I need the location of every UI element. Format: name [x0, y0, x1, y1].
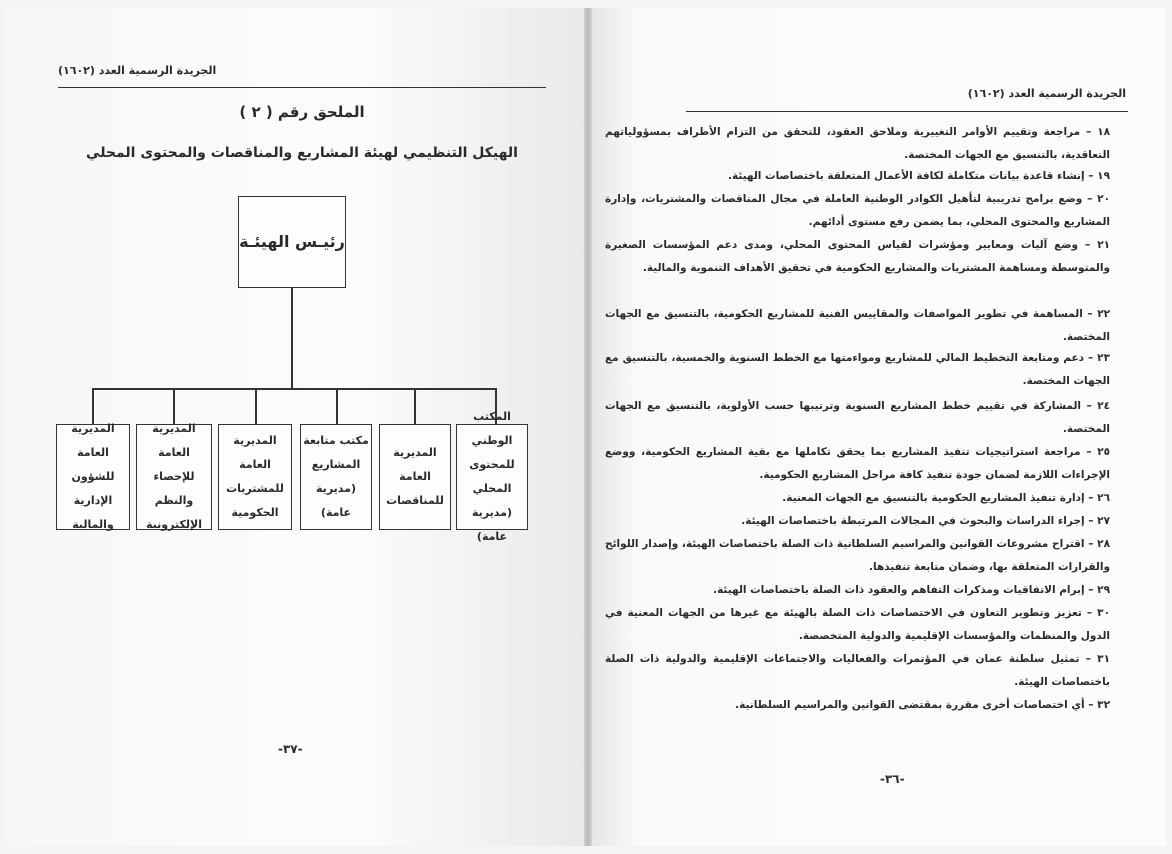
unit-line: للشؤون	[71, 470, 115, 483]
right-page-number: -٣٦-	[880, 772, 905, 786]
unit-line: الإدارية والمالية	[72, 494, 114, 531]
org-unit-tenders-directorate	[379, 424, 451, 530]
list-item: ٢٠ – وضع برامج تدريبية لتأهيل الكوادر الوطنية العاملة في مجال المناقصات والمشتريات، وإدارة المشاريع والمحتوى المحلي، بما يضمن رفع مستوى أدائهم.	[605, 193, 1110, 228]
left-page-number: -٣٧-	[278, 742, 303, 756]
org-unit-statistics-systems	[136, 424, 212, 530]
org-head-box: رئيـس الهيئـة	[238, 196, 346, 288]
unit-line: للمشتريات	[226, 482, 284, 495]
unit-line: الحكومية	[231, 506, 279, 519]
org-unit-government-procurement	[218, 424, 292, 530]
org-connector-horizontal	[92, 388, 496, 390]
org-connector-drop	[255, 388, 257, 424]
left-header-rule	[58, 87, 546, 88]
list-item: ٢٣ – دعم ومتابعة التخطيط المالي للمشاريع ومواءمتها مع الخطط السنوية والخمسية، بالتنسيق مع الجهات المختصة.	[605, 352, 1110, 387]
annex-subtitle: الهيكل التنظيمي لهيئة المشاريع والمناقصات والمحتوى المحلي	[86, 145, 518, 161]
list-item: ٢٥ – مراجعة استراتيجيات تنفيذ المشاريع بما يحقق تكاملها مع بقية المشاريع الحكومية، ووضع الإجراءات اللازمة لضمان جودة تنفيذ كافة مراحل المشاريع الحكومية.	[605, 446, 1111, 481]
unit-line: المديرية العامة	[71, 422, 115, 459]
org-unit-local-content-office	[456, 410, 528, 543]
right-header-rule	[686, 111, 1128, 112]
unit-line: والنظم الإلكترونية	[146, 494, 202, 531]
book-spine	[584, 8, 592, 846]
list-item: ٢٩ – إبرام الاتفاقيات ومذكرات التفاهم والعقود ذات الصلة باختصاصات الهيئة.	[713, 584, 1110, 596]
list-item: ٣٠ – تعزيز وتطوير التعاون في الاختصاصات ذات الصلة بالهيئة مع غيرها من الجهات المعنية في الدول والمنظمات والمؤسسات الإقليمية والدولية المتخصصة.	[605, 607, 1110, 642]
unit-line: المديرية العامة	[152, 422, 196, 459]
list-item: ٢٢ – المساهمة في تطوير المواصفات والمقاييس الفنية للمشاريع الحكومية، بالتنسيق مع الجهات المختصة.	[605, 308, 1111, 343]
org-connector-drop	[414, 388, 416, 424]
unit-line: المديرية العامة	[393, 446, 437, 483]
list-item: ٢٨ – اقتراح مشروعات القوانين والمراسيم السلطانية ذات الصلة باختصاصات الهيئة، وإصدار اللوائح والقرارات المتعلقة بها، وضمان متابعة تنفيذها.	[605, 538, 1110, 573]
unit-line: المكتب الوطني	[471, 410, 513, 447]
left-page-header: الجريدة الرسمية العدد (١٦٠٢)	[58, 64, 217, 77]
list-item: ٢٦ – إدارة تنفيذ المشاريع الحكومية بالتنسيق مع الجهات المعنية.	[782, 492, 1110, 504]
unit-line: المديرية العامة	[233, 434, 277, 471]
list-item: ٢٤ – المشاركة في تقييم خطط المشاريع السنوية وترتيبها حسب الأولوية، بالتنسيق مع الجهات المختصة.	[605, 400, 1111, 435]
org-connector-vertical	[291, 288, 293, 388]
unit-line: للمحتوى المحلي	[469, 458, 515, 495]
unit-line: (مديرية عامة)	[316, 482, 356, 519]
org-connector-drop	[336, 388, 338, 424]
list-item: ١٨ – مراجعة وتقييم الأوامر التغييرية وملاحق العقود، للتحقق من التزام الأطراف بمسؤولياتهم التعاقدية، بالتنسيق مع الجهات المختصة.	[605, 126, 1111, 161]
list-item: ٢٧ – إجراء الدراسات والبحوث في المجالات المرتبطة باختصاصات الهيئة.	[741, 515, 1110, 527]
list-item: ٣١ – تمثيل سلطنة عمان في المؤتمرات والفعاليات والاجتماعات الإقليمية والدولية ذات الصلة باختصاصات الهيئة.	[605, 653, 1110, 688]
unit-line: مكتب متابعة	[303, 434, 369, 447]
list-item: ٢١ – وضع آليات ومعايير ومؤشرات لقياس المحتوى المحلي، ومدى دعم المؤسسات الصغيرة والمتوسطة ومساهمة المشتريات والمشاريع الحكومية في تحقيق الأهداف التنموية والمالية.	[605, 239, 1111, 274]
org-unit-projects-follow-up-office	[300, 424, 372, 530]
list-item: ٣٢ – أي اختصاصات أخرى مقررة بمقتضى القوانين والمراسيم السلطانية.	[735, 699, 1110, 711]
org-unit-admin-finance	[56, 424, 130, 530]
annex-number: الملحق رقم ( ٢ )	[239, 103, 365, 121]
list-item: ١٩ – إنشاء قاعدة بيانات متكاملة لكافة الأعمال المتعلقة باختصاصات الهيئة.	[727, 170, 1110, 182]
unit-line: للمناقصات	[386, 494, 444, 507]
unit-line: للإحصاء	[153, 470, 195, 483]
unit-line: (مديرية عامة)	[472, 506, 512, 543]
right-page-header: الجريدة الرسمية العدد (١٦٠٢)	[967, 87, 1126, 100]
unit-line: المشاريع	[311, 458, 361, 471]
